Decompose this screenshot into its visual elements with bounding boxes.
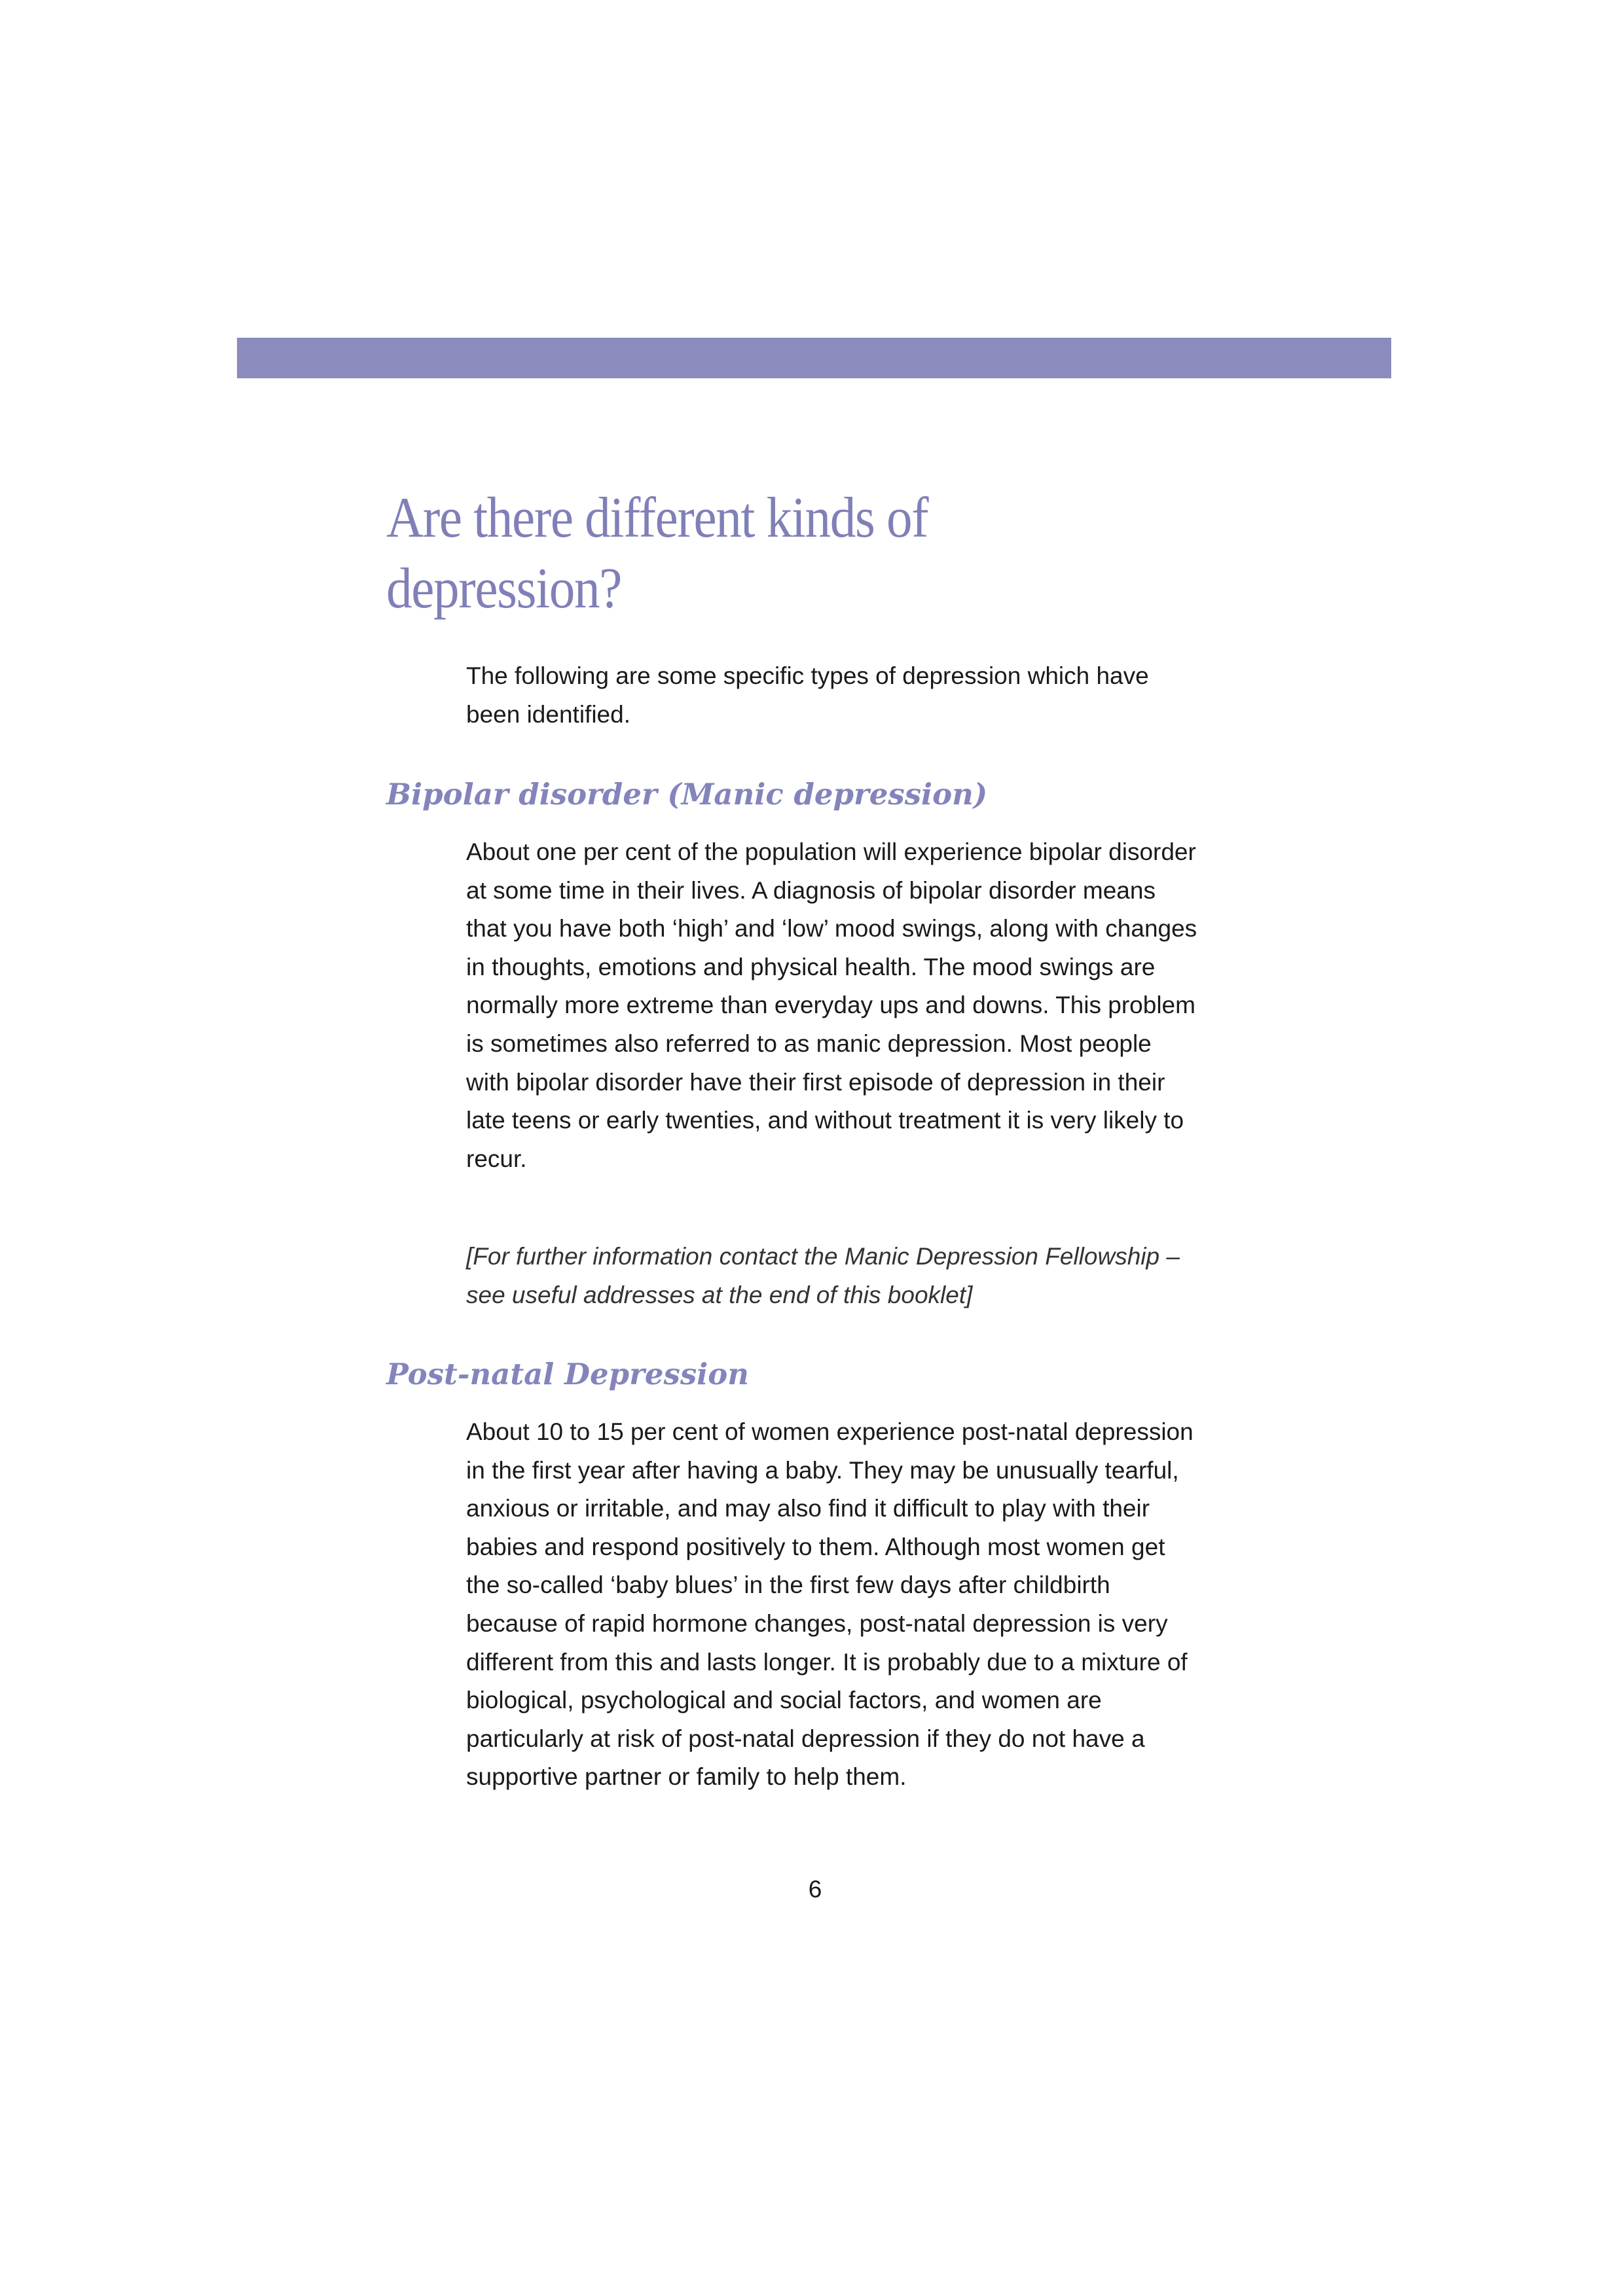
section-heading-bipolar: Bipolar disorder (Manic depression) — [386, 777, 988, 812]
section-heading-postnatal: Post-natal Depression — [386, 1357, 749, 1391]
bipolar-further-info-note: [For further information contact the Manic Depression Fellowship – see useful addresses at the end of this booklet] — [466, 1243, 1180, 1308]
page-number: 6 — [808, 1876, 822, 1903]
page-title: Are there different kinds of depression? — [386, 486, 928, 620]
header-accent-bar — [237, 338, 1391, 378]
postnatal-paragraph: About 10 to 15 per cent of women experience post-natal depression in the first year after having a baby. They may be unusually tearful, anxious or irritable, and may also find it difficult to play with their babies and respond positively to them. Although most women get the so-called ‘baby blues’ in the first few days after childbirth because of rapid hormone changes, post-natal depression is very different from this and lasts longer. It is probably due to a mixture of biological, psychological and social factors, and women are particularly at risk of post-natal depression if they do not have a supportive partner or family to help them. — [466, 1418, 1194, 1791]
bipolar-paragraph: About one per cent of the population will experience bipolar disorder at some time in their lives. A diagnosis of bipolar disorder means that you have both ‘high’ and ‘low’ mood swings, along with changes in thoughts, emotions and physical health. The mood swings are normally more extreme than everyday ups and downs. This problem is sometimes also referred to as manic depression. Most people with bipolar disorder have their first episode of depression in their late teens or early twenties, and without treatment it is very likely to recur. — [466, 838, 1197, 1172]
intro-paragraph: The following are some specific types of depression which have been identified. — [466, 662, 1149, 728]
